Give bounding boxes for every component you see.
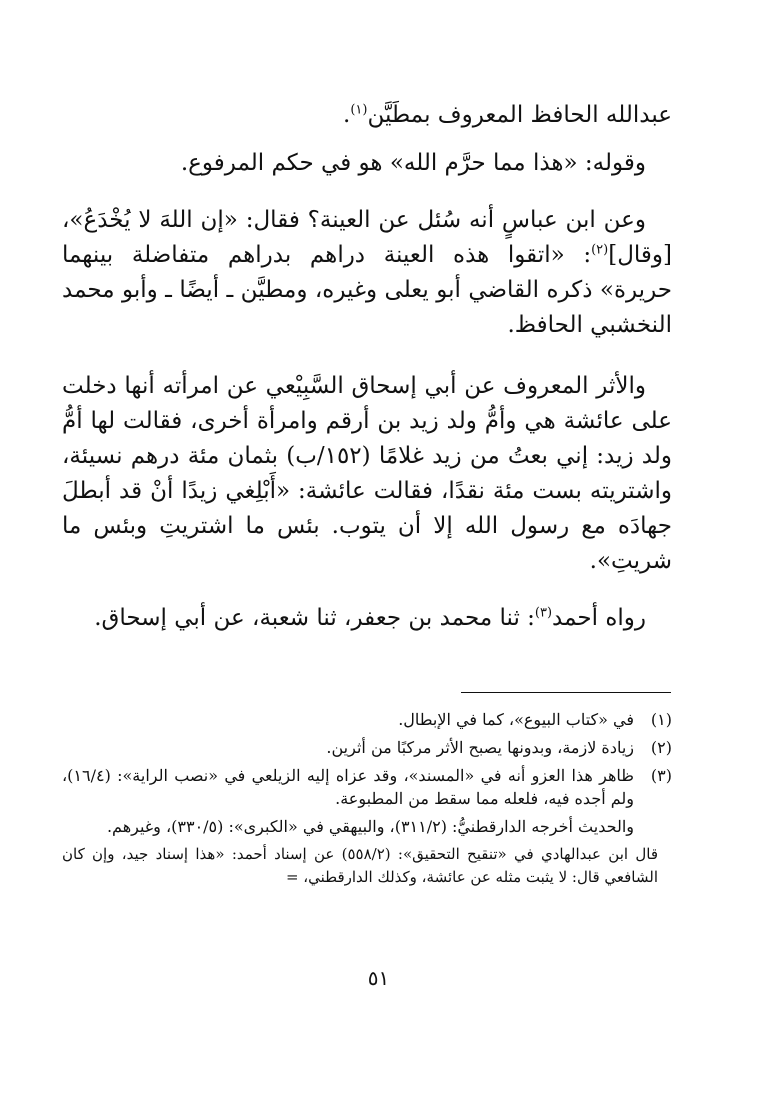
paragraph-5-text-b: : ثنا محمد بن جعفر، ثنا شعبة، عن أبي إسحاق.	[94, 605, 535, 631]
footnote-2	[62, 736, 672, 759]
footnote-text: في «كتاب البيوع»، كما في الإبطال.	[398, 710, 634, 729]
footnote-3-quote: قال ابن عبدالهادي في «تنقيح التحقيق»: (٥٥٨/٢) عن إسناد أحمد: «هذا إسناد جيد، وإن كان الشافعي قال: لا يثبت مثله عن عائشة، وكذلك الدارقطني، =	[62, 845, 658, 886]
paragraph-3-text-a: وعن ابن عباسٍ أنه سُئل عن العينة؟ فقال: «إن اللهَ لا يُخْدَعُ»، [وقال]	[62, 207, 672, 268]
paragraph-1-end: .	[343, 102, 351, 128]
paragraph-3	[62, 203, 672, 343]
paragraph-1-text: عبدالله الحافظ المعروف بمطَيَّن	[367, 102, 672, 128]
footnote-ref-3[interactable]: (٣)	[534, 605, 553, 621]
paragraph-1	[62, 98, 672, 133]
footnote-number: (٣)	[650, 766, 672, 785]
footnote-1	[62, 708, 672, 731]
footnote-ref-2[interactable]: (٢)	[591, 242, 609, 258]
main-text	[62, 98, 672, 636]
footnote-separator	[461, 692, 671, 693]
footnotes	[62, 708, 672, 889]
paragraph-5	[62, 601, 672, 636]
paragraph-3-text-b: : «اتقوا هذه العينة دراهم بدراهم متفاضلة بينهما حريرة» ذكره القاضي أبو يعلى وغيره، ومطيَّن ـ أيضًا ـ وأبو محمد النخشبي الحافظ.	[62, 242, 672, 338]
paragraph-5-text-a: رواه أحمد	[552, 605, 646, 631]
paragraph-2: وقوله: «هذا مما حرَّم الله» هو في حكم المرفوع.	[180, 150, 646, 176]
page-number: ٥١	[367, 966, 390, 990]
paragraph-4: والأثر المعروف عن أبي إسحاق السَّبِيْعي عن امرأته أنها دخلت على عائشة هي وأمُّ ولد زيد بن أرقم وامرأة أخرى، فقالت لها أمُّ ولد زيد: إني بعتُ من زيد غلامًا (١٥٢/ب) بثمان مئة درهم نسيئة، واشتريته بست مئة نقدًا، فقالت عائشة: «أَبْلِغي زيدًا أنْ قد أبطلَ جهادَه مع رسول الله إلا أن يتوب. بئس ما اشتريتِ وبئس ما شريتِ».	[62, 373, 672, 574]
footnote-text: ظاهر هذا العزو أنه في «المسند»، وقد عزاه إليه الزيلعي في «نصب الراية»: (١٦/٤)، ولم أجده فيه، فلعله مما سقط من المطبوعة.	[62, 766, 634, 808]
footnote-3	[62, 764, 672, 810]
footnote-number: (١)	[650, 710, 672, 729]
footnote-ref-1[interactable]: (١)	[350, 102, 368, 118]
footnote-number: (٢)	[650, 738, 672, 757]
footnote-text: زيادة لازمة، وبدونها يصبح الأثر مركبًا من أثرين.	[326, 738, 634, 757]
footnote-3-continuation: والحديث أخرجه الدارقطنيُّ: (٣١١/٢)، والبيهقي في «الكبرى»: (٣٣٠/٥)، وغيرهم.	[106, 817, 634, 836]
